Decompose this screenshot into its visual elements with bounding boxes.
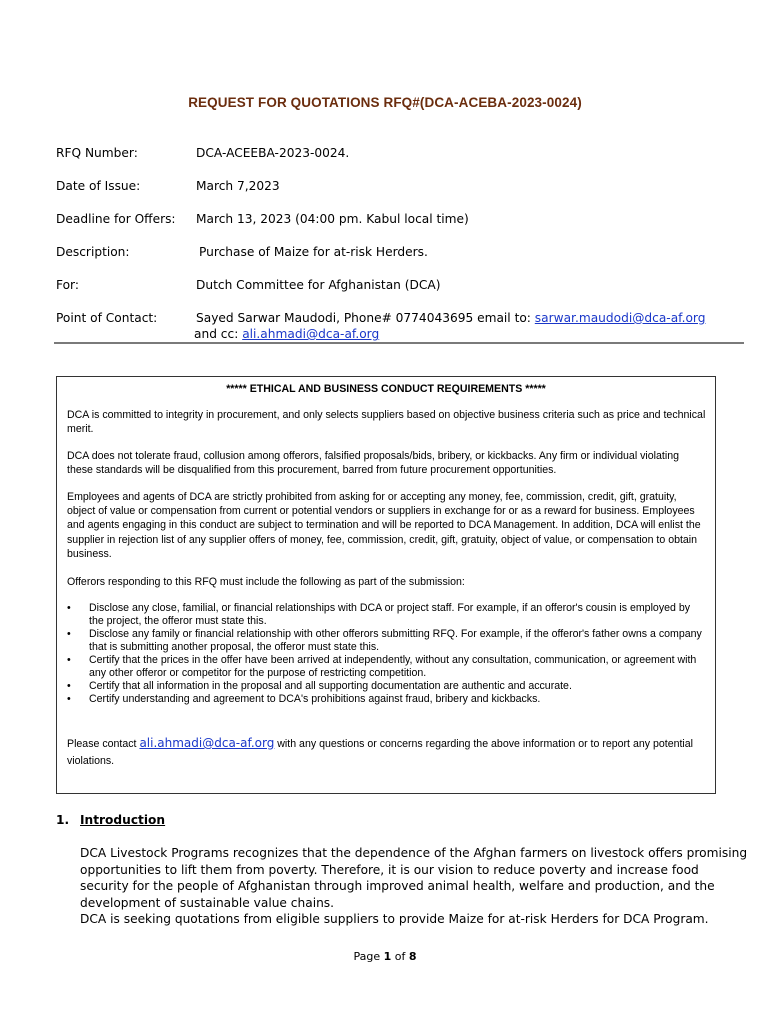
deadline-label: Deadline for Offers: [56, 212, 176, 226]
ethics-paragraph: Offerors responding to this RFQ must include the following as part of the submission: [67, 576, 465, 588]
point-of-contact-text: Sayed Sarwar Maudodi, Phone# 0774043695 email to: [196, 311, 535, 325]
ethics-paragraph: DCA is committed to integrity in procurement, and only selects suppliers based on objective business criteria such as price and technical merit. [67, 409, 706, 436]
bullet-icon: • [67, 654, 71, 666]
ethics-title: ***** ETHICAL AND BUSINESS CONDUCT REQUIREMENTS ***** [226, 383, 546, 395]
list-item [67, 602, 707, 628]
bullet-icon: • [67, 680, 71, 692]
list-item-text: Disclose any family or financial relationship with other offerors submitting RFQ. For example, if the offeror's father owns a company that is submitting another proposal, the offeror must state this. [89, 628, 702, 653]
section-title: Introduction [80, 813, 166, 827]
cc-line [194, 327, 379, 341]
cc-email-link[interactable]: ali.ahmadi@dca-af.org [242, 327, 380, 341]
ethics-box [56, 376, 716, 794]
point-of-contact-label: Point of Contact: [56, 311, 158, 325]
ethics-paragraph: Employees and agents of DCA are strictly prohibited from asking for or accepting any money, fee, commission, credit, gift, gratuity, object of value or compensation from current or potential vendors or suppliers in exchange for or as a reward for business. Employees and agents engaging in this conduct are subject to termination and will be reported to DCA Management. In addition, DCA will enlist the supplier in rejection list of any supplier offers of money, fee, commission, credit, gift, gratuity, object of value, or compensation to obtain business. [67, 491, 701, 560]
list-item [67, 654, 707, 680]
document-title: REQUEST FOR QUOTATIONS RFQ#(DCA-ACEBA-2023-0024) [188, 95, 582, 110]
bullet-icon: • [67, 628, 71, 640]
contact-prefix: Please contact [67, 738, 140, 750]
section-number: 1. [56, 813, 70, 827]
ethics-contact-email-link[interactable]: ali.ahmadi@dca-af.org [139, 736, 275, 750]
page-current: 1 [383, 950, 392, 963]
list-item [67, 693, 707, 706]
page-prefix: Page [353, 950, 384, 963]
page-total: 8 [408, 950, 417, 963]
contact-email-link[interactable]: sarwar.maudodi@dca-af.org [534, 311, 706, 325]
deadline-value: March 13, 2023 (04:00 pm. Kabul local time) [196, 212, 469, 226]
for-label: For: [56, 278, 79, 292]
cc-prefix: and cc: [194, 327, 243, 341]
ethics-contact-paragraph [67, 735, 707, 769]
description-label: Description: [56, 245, 130, 259]
rfq-number-label: RFQ Number: [56, 146, 138, 160]
list-item-text: Disclose any close, familial, or financial relationships with DCA or project staff. For example, if an offeror's cousin is employed by the project, the offeror must state this. [89, 602, 691, 627]
introduction-text [80, 845, 750, 928]
list-item [67, 680, 707, 693]
contact-suffix: with any questions or concerns regarding the above information or to report any potential violations. [67, 738, 694, 767]
description-value: Purchase of Maize for at-risk Herders. [199, 245, 428, 259]
bullet-icon: • [67, 602, 71, 614]
horizontal-divider [54, 342, 744, 344]
for-value: Dutch Committee for Afghanistan (DCA) [196, 278, 441, 292]
for-row [56, 278, 746, 311]
page-footer [0, 950, 770, 963]
deadline-row [56, 212, 746, 245]
description-row [56, 245, 746, 278]
date-of-issue-value: March 7,2023 [196, 179, 280, 193]
date-of-issue-label: Date of Issue: [56, 179, 141, 193]
list-item-text: Certify understanding and agreement to DCA's prohibitions against fraud, bribery and kickbacks. [89, 693, 541, 705]
list-item [67, 628, 707, 654]
list-item-text: Certify that the prices in the offer have been arrived at independently, without any consultation, communication, or agreement with any other offeror or competitor for the purpose of restricting competition. [89, 654, 697, 679]
rfq-details [56, 146, 746, 344]
point-of-contact-row [56, 311, 746, 344]
rfq-number-value: DCA-ACEEBA-2023-0024. [196, 146, 350, 160]
page-of: of [391, 950, 409, 963]
submission-requirements-list [67, 602, 707, 706]
rfq-number-row [56, 146, 746, 179]
list-item-text: Certify that all information in the proposal and all supporting documentation are authentic and accurate. [89, 680, 572, 692]
introduction-paragraph: DCA Livestock Programs recognizes that the dependence of the Afghan farmers on livestock offers promising opportunities to lift them from poverty. Therefore, it is our vision to reduce poverty and increase food security for the people of Afghanistan through improved animal health, welfare and production, and the development of sustainable value chains. [80, 846, 748, 910]
introduction-paragraph: DCA is seeking quotations from eligible suppliers to provide Maize for at-risk Herders for DCA Program. [80, 912, 709, 927]
date-of-issue-row [56, 179, 746, 212]
ethics-paragraph: DCA does not tolerate fraud, collusion among offerors, falsified proposals/bids, bribery, or kickbacks. Any firm or individual violating these standards will be disqualified from this procurement, barred from future procurement opportunities. [67, 450, 679, 477]
bullet-icon: • [67, 693, 71, 705]
point-of-contact-value [196, 311, 705, 325]
